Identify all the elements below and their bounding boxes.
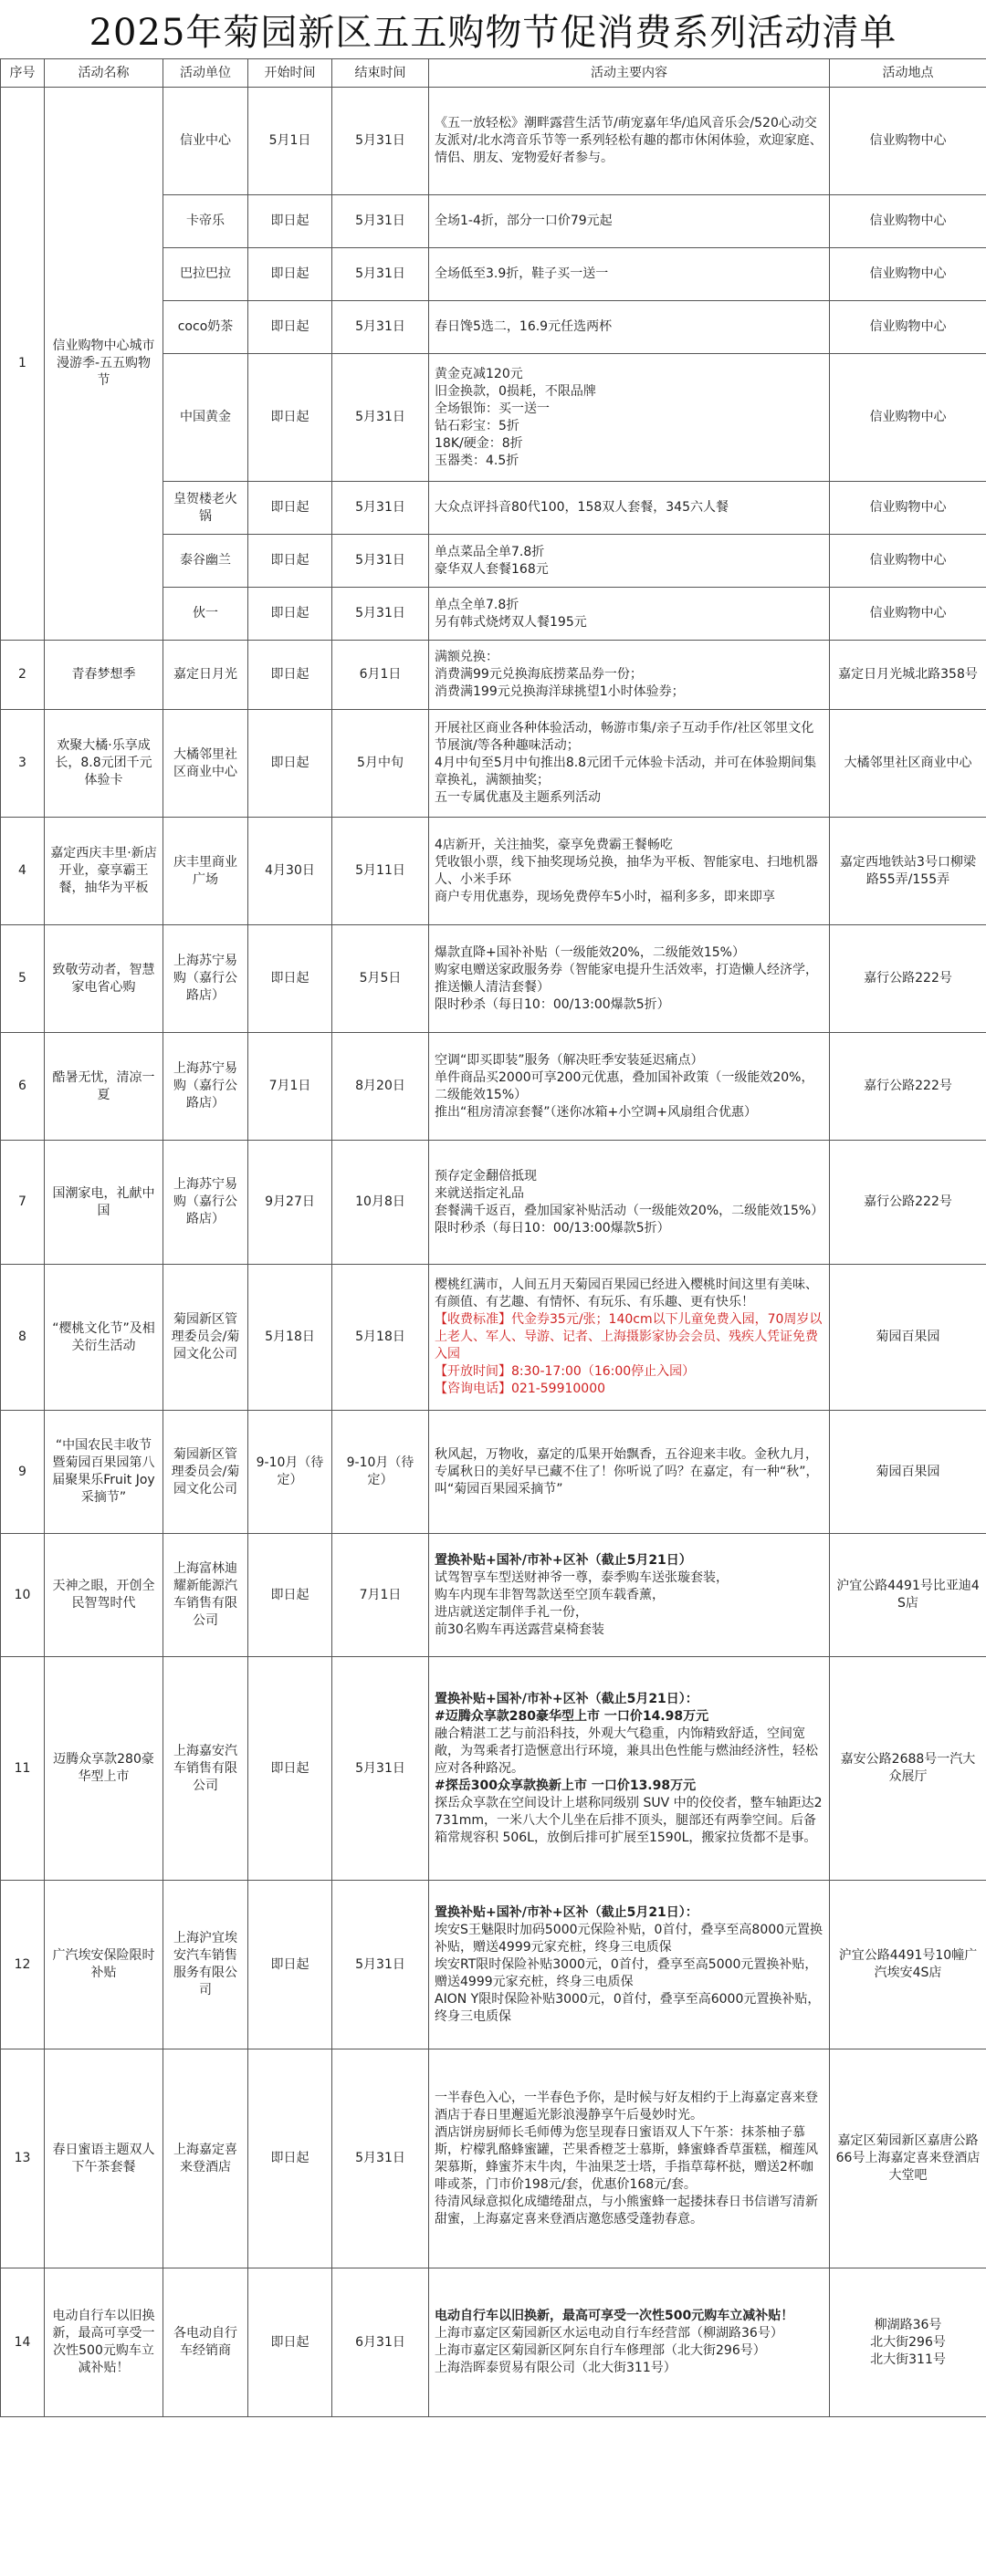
content-line: 玉器类：4.5折 [435, 453, 519, 468]
activity-content [429, 641, 830, 710]
end-time: 5月31日 [332, 1657, 429, 1881]
header-end: 结束时间 [332, 59, 429, 88]
activity-content [429, 1141, 830, 1265]
table-row [1, 1534, 986, 1657]
content-line: 前30名购车再送露营桌椅套装 [435, 1622, 604, 1637]
activity-place: 信业购物中心 [830, 588, 986, 641]
start-time: 5月1日 [248, 88, 332, 195]
row-number: 9 [1, 1411, 45, 1534]
activity-place: 信业购物中心 [830, 195, 986, 248]
content-line: 融合精湛工艺与前沿科技，外观大气稳重，内饰精致舒适，空间宽敞，为驾乘者打造愜意出行环境，兼具出色性能与燃油经济性，轻松应对各种路况。 [435, 1726, 818, 1776]
start-time: 即日起 [248, 482, 332, 535]
content-line: 套餐满千返百，叠加国家补贴活动（一级能效20%，二级能效15%） [435, 1203, 824, 1218]
row-number: 3 [1, 710, 45, 818]
content-line: 春日馋5选二，16.9元任选两杯 [435, 319, 613, 334]
table-row [1, 1265, 986, 1411]
activity-content [429, 710, 830, 818]
content-line: 豪华双人套餐168元 [435, 561, 549, 577]
row-number: 13 [1, 2049, 45, 2268]
header-unit: 活动单位 [163, 59, 248, 88]
start-time: 即日起 [248, 1881, 332, 2049]
start-time: 即日起 [248, 2268, 332, 2417]
activity-place: 信业购物中心 [830, 354, 986, 482]
table-row [1, 925, 986, 1033]
row-number: 8 [1, 1265, 45, 1411]
content-line: 全场银饰：买一送一 [435, 401, 550, 416]
content-line: 商户专用优惠券，现场免费停车5小时，福利多多，即来即享 [435, 889, 775, 904]
row-number: 6 [1, 1033, 45, 1141]
activity-place: 嘉定日月光城北路358号 [830, 641, 986, 710]
content-line: 购家电赠送家政服务券（智能家电提升生活效率，打造懒人经济学，推送懒人清洁套餐） [435, 962, 818, 995]
content-line: 预存定金翻倍抵现 [435, 1168, 537, 1184]
content-line: 黄金克减120元 [435, 366, 523, 381]
content-line: #迈腾众享款280豪华型上市 一口价14.98万元 [435, 1708, 709, 1724]
start-time: 即日起 [248, 1534, 332, 1657]
activity-place: 嘉安公路2688号一汽大众展厅 [830, 1657, 986, 1881]
activity-place: 大橘邻里社区商业中心 [830, 710, 986, 818]
activity-place: 嘉行公路222号 [830, 1033, 986, 1141]
start-time: 即日起 [248, 925, 332, 1033]
content-line: 【开放时间】8:30-17:00（16:00停止入园） [435, 1364, 696, 1379]
content-line: 4月中旬至5月中旬推出8.8元团千元体验卡活动，并可在体验期间集章换礼，满额抽奖； [435, 756, 817, 787]
activity-place: 信业购物中心 [830, 482, 986, 535]
content-line: 酒店饼房厨师长毛师傅为您呈现春日蜜语双人下午茶：抹茶柚子慕斯，柠檬乳酪蜂蜜罐，芒果香橙芝士慕斯，蜂蜜蜂香草蛋糕，榴莲风架慕斯，蜂蜜芥末牛肉，牛油果芝士塔，手指草莓杯挞，赠送2杯咖啡或茶，门市价198元/套，优惠价168元/套。 [435, 2124, 818, 2192]
header-content: 活动主要内容 [429, 59, 830, 88]
activity-unit: 庆丰里商业广场 [163, 818, 248, 925]
content-line: 一半春色入心，一半春色予你，是时候与好友相约于上海嘉定喜来登酒店于春日里邂逅光影浪漫静享午后曼妙时光。 [435, 2090, 818, 2122]
activity-place: 沪宜公路4491号10幢广汽埃安4S店 [830, 1881, 986, 2049]
content-line: 待清风绿意拟化成缱绻甜点，与小熊蜜蜂一起搂抹春日书信谱写清新甜蜜，上海嘉定喜来登酒店邀您感受蓬勃春意。 [435, 2194, 818, 2227]
content-line: 【收费标准】代金券35元/张；140cm以下儿童免费入园，70周岁以上老人、军人、导游、记者、上海摄影家协会会员、残疾人凭证免费入园 [435, 1312, 823, 1361]
start-time: 即日起 [248, 710, 332, 818]
content-line: 满额兑换： [435, 650, 498, 664]
start-time: 即日起 [248, 195, 332, 248]
content-line: 单点菜品全单7.8折 [435, 544, 545, 559]
activity-name: 信业购物中心城市漫游季-五五购物节 [45, 88, 163, 641]
start-time: 即日起 [248, 535, 332, 588]
start-time: 即日起 [248, 354, 332, 482]
content-line: 《五一放轻松》潮畔露营生活节/萌宠嘉年华/追风音乐会/520心动交友派对/北水湾音乐节等一系列轻松有趣的都市休闲体验，欢迎家庭、情侣、朋友、宠物爱好者参与。 [435, 116, 823, 165]
start-time: 7月1日 [248, 1033, 332, 1141]
end-time: 5月31日 [332, 248, 429, 301]
end-time: 5月31日 [332, 588, 429, 641]
end-time: 10月8日 [332, 1141, 429, 1265]
end-time: 5月31日 [332, 195, 429, 248]
content-line: 消费满199元兑换海洋球挑望1小时体验券； [435, 684, 685, 699]
activity-place: 菊园百果园 [830, 1265, 986, 1411]
row-number: 5 [1, 925, 45, 1033]
start-time: 9-10月（待定） [248, 1411, 332, 1534]
content-line: 埃安RT限时保险补贴3000元，0首付，叠享至高5000元置换补贴，赠送4999元家充桩，终身三电质保 [435, 1956, 818, 1989]
activity-unit: 上海苏宁易购（嘉行公路店） [163, 1033, 248, 1141]
activity-content [429, 588, 830, 641]
row-number: 12 [1, 1881, 45, 2049]
header-no: 序号 [1, 59, 45, 88]
activity-unit: 信业中心 [163, 88, 248, 195]
start-time: 即日起 [248, 301, 332, 354]
activity-unit: 菊园新区管理委员会/菊园文化公司 [163, 1265, 248, 1411]
activity-unit: 大橘邻里社区商业中心 [163, 710, 248, 818]
content-line: 全场1-4折，部分一口价79元起 [435, 214, 613, 228]
content-line: 秋风起，万物收，嘉定的瓜果开始飘香，五谷迎来丰收。金秋九月，专属秋日的美好早已藏不住了！你听说了吗？在嘉定，有一种“秋”，叫“菊园百果园采摘节” [435, 1446, 819, 1497]
content-line: 【咨询电话】021-59910000 [435, 1382, 606, 1396]
activity-unit: 上海嘉安汽车销售有限公司 [163, 1657, 248, 1881]
end-time: 6月1日 [332, 641, 429, 710]
activity-content [429, 1411, 830, 1534]
table-row [1, 1657, 986, 1881]
start-time: 即日起 [248, 588, 332, 641]
content-line: 埃安S王魅限时加码5000元保险补贴，0首付，叠享至高8000元置换补贴，赠送4999元家充桩，终身三电质保 [435, 1922, 823, 1955]
header-place: 活动地点 [830, 59, 986, 88]
activity-place: 嘉行公路222号 [830, 1141, 986, 1265]
table-row [1, 2268, 986, 2417]
content-line: 进店就送定制伴手礼一份， [435, 1604, 588, 1620]
activity-content [429, 2049, 830, 2268]
activity-content [429, 354, 830, 482]
end-time: 5月11日 [332, 818, 429, 925]
content-line: #探岳300众享款换新上市 一口价13.98万元 [435, 1778, 697, 1793]
activity-place: 沪宜公路4491号比亚迪4S店 [830, 1534, 986, 1657]
content-line: 限时秒杀（每日10：00/13:00爆款5折） [435, 996, 670, 1012]
activity-name: “樱桃文化节”及相关衍生活动 [45, 1265, 163, 1411]
content-line: 试驾智享车型送财神爷一尊，泰季购车送张璇套装， [435, 1570, 729, 1585]
content-line: 爆款直降+国补补贴（一级能效20%，二级能效15%） [435, 944, 745, 960]
activity-content [429, 1534, 830, 1657]
start-time: 即日起 [248, 641, 332, 710]
end-time: 5月31日 [332, 354, 429, 482]
content-line: 大众点评抖音80代100，158双人套餐，345六人餐 [435, 500, 729, 515]
activity-content [429, 2268, 830, 2417]
activity-content [429, 301, 830, 354]
content-line: 樱桃红满市，人间五月天菊园百果园已经进入樱桃时间这里有美味、有颜值、有艺趣、有情怀、有玩乐、有乐趣、更有快乐！ [435, 1278, 818, 1309]
content-line: 另有韩式烧烤双人餐195元 [435, 614, 587, 630]
content-line: 空调“即买即装”服务（解决旺季安装延迟痛点） [435, 1052, 704, 1068]
table-body [1, 88, 986, 2417]
activity-name: 春日蜜语主题双人下午茶套餐 [45, 2049, 163, 2268]
activity-name: 欢聚大橘·乐享成长，8.8元团千元体验卡 [45, 710, 163, 818]
content-line: 单点全单7.8折 [435, 597, 519, 612]
activity-place: 嘉行公路222号 [830, 925, 986, 1033]
end-time: 5月18日 [332, 1265, 429, 1411]
row-number: 4 [1, 818, 45, 925]
row-number: 2 [1, 641, 45, 710]
activity-table [0, 58, 986, 2417]
activity-content [429, 925, 830, 1033]
content-line: 全场低至3.9折，鞋子买一送一 [435, 266, 609, 281]
activity-content [429, 818, 830, 925]
content-line: 开展社区商业各种体验活动，畅游市集/亲子互动手作/社区邻里文化节展演/等各种趣味活动； [435, 721, 814, 753]
activity-name: 电动自行车以旧换新，最高可享受一次性500元购车立减补贴！ [45, 2268, 163, 2417]
activity-place: 信业购物中心 [830, 535, 986, 588]
activity-name: 嘉定西庆丰里·新店开业，豪享霸王餐，抽华为平板 [45, 818, 163, 925]
activity-place: 嘉定区菊园新区嘉唐公路66号上海嘉定喜来登酒店大堂吧 [830, 2049, 986, 2268]
content-line: 凭收银小票，线下抽奖现场兑换，抽华为平板、智能家电、扫地机器人、小米手环 [435, 854, 818, 887]
table-row [1, 1881, 986, 2049]
content-line: 钻石彩宝：5折 [435, 418, 519, 433]
activity-name: 青春梦想季 [45, 641, 163, 710]
activity-content [429, 1033, 830, 1141]
content-line: 4店新开，关注抽奖，豪享免费霸王餐畅吃 [435, 837, 673, 852]
content-line: 探岳众享款在空间设计上堪称同级别 SUV 中的佼佼者，整车轴距达2731mm，一米八大个儿坐在后排不顶头，腿部还有两拳空间。后备箱常规容积 506L，放倒后排可扩展至1590L，搬家拉货都不是事。 [435, 1795, 823, 1845]
start-time: 5月18日 [248, 1265, 332, 1411]
end-time: 9-10月（待定） [332, 1411, 429, 1534]
content-line: 来就送指定礼品 [435, 1185, 524, 1201]
activity-content [429, 1657, 830, 1881]
activity-content [429, 535, 830, 588]
start-time: 9月27日 [248, 1141, 332, 1265]
activity-place: 嘉定西地铁站3号口柳梁路55弄/155弄 [830, 818, 986, 925]
activity-content [429, 1265, 830, 1411]
start-time: 即日起 [248, 1657, 332, 1881]
page-title: 2025年菊园新区五五购物节促消费系列活动清单 [89, 11, 897, 54]
activity-name: 广汽埃安保险限时补贴 [45, 1881, 163, 2049]
start-time: 即日起 [248, 248, 332, 301]
content-line: 旧金换款，0损耗，不限品牌 [435, 383, 596, 399]
content-line: 五一专属优惠及主题系列活动 [435, 790, 601, 805]
content-line: 推出“租房清凉套餐”（迷你冰箱+小空调+风扇组合优惠） [435, 1104, 757, 1120]
activity-content [429, 88, 830, 195]
header-start: 开始时间 [248, 59, 332, 88]
activity-name: 致敬劳动者，智慧家电省心购 [45, 925, 163, 1033]
activity-name: 国潮家电，礼献中国 [45, 1141, 163, 1265]
start-time: 即日起 [248, 2049, 332, 2268]
activity-name: 酷暑无忧，清凉一夏 [45, 1033, 163, 1141]
content-line: 上海浩晖泰贸易有限公司（北大街311号） [435, 2361, 677, 2375]
end-time: 5月31日 [332, 535, 429, 588]
end-time: 5月5日 [332, 925, 429, 1033]
row-number: 10 [1, 1534, 45, 1657]
table-row [1, 818, 986, 925]
activity-unit: 各电动自行车经销商 [163, 2268, 248, 2417]
content-line: 18K/硬金：8折 [435, 435, 523, 451]
activity-name: 迈腾众享款280豪华型上市 [45, 1657, 163, 1881]
end-time: 5月31日 [332, 1881, 429, 2049]
activity-content [429, 195, 830, 248]
table-header-row [1, 59, 986, 88]
activity-unit: 菊园新区管理委员会/菊园文化公司 [163, 1411, 248, 1534]
activity-unit: 上海沪宜埃安汽车销售服务有限公司 [163, 1881, 248, 2049]
table-row [1, 88, 986, 195]
activity-unit: 嘉定日月光 [163, 641, 248, 710]
row-number: 14 [1, 2268, 45, 2417]
content-line: 上海市嘉定区菊园新区阿东自行车修理部（北大街296号） [435, 2343, 766, 2358]
content-line: 消费满99元兑换海底捞菜品券一份； [435, 667, 643, 682]
end-time: 5月31日 [332, 88, 429, 195]
activity-content [429, 482, 830, 535]
start-time: 4月30日 [248, 818, 332, 925]
content-line: 单件商品买2000可享200元优惠，叠加国补政策（一级能效20%，二级能效15%） [435, 1069, 814, 1102]
end-time: 6月31日 [332, 2268, 429, 2417]
activity-unit: 皇贺楼老火锅 [163, 482, 248, 535]
activity-content [429, 248, 830, 301]
content-line: 购车内现车非智驾款送至空顶车载香薰， [435, 1587, 665, 1602]
content-line: 电动自行车以旧换新，最高可享受一次性500元购车立减补贴！ [435, 2309, 794, 2323]
end-time: 5月31日 [332, 2049, 429, 2268]
activity-place: 信业购物中心 [830, 88, 986, 195]
activity-place: 菊园百果园 [830, 1411, 986, 1534]
activity-unit: 巴拉巴拉 [163, 248, 248, 301]
activity-unit: 上海苏宁易购（嘉行公路店） [163, 1141, 248, 1265]
table-row [1, 1411, 986, 1534]
activity-unit: 伙一 [163, 588, 248, 641]
end-time: 5月31日 [332, 301, 429, 354]
activity-unit: 泰谷幽兰 [163, 535, 248, 588]
content-line: 置换补贴+国补/市补+区补（截止5月21日） [435, 1552, 692, 1568]
end-time: 5月31日 [332, 482, 429, 535]
end-time: 7月1日 [332, 1534, 429, 1657]
content-line: 置换补贴+国补/市补+区补（截止5月21日）： [435, 1904, 698, 1920]
activity-place: 信业购物中心 [830, 248, 986, 301]
content-line: AION Y限时保险补贴3000元，0首付，叠享至高6000元置换补贴，终身三电质保 [435, 1991, 821, 2024]
activity-unit: 中国黄金 [163, 354, 248, 482]
table-row [1, 1141, 986, 1265]
activity-unit: 上海嘉定喜来登酒店 [163, 2049, 248, 2268]
activity-unit: 卡帝乐 [163, 195, 248, 248]
table-row [1, 710, 986, 818]
row-number: 7 [1, 1141, 45, 1265]
header-name: 活动名称 [45, 59, 163, 88]
activity-unit: coco奶茶 [163, 301, 248, 354]
activity-content [429, 1881, 830, 2049]
activity-place: 信业购物中心 [830, 301, 986, 354]
content-line: 限时秒杀（每日10：00/13:00爆款5折） [435, 1220, 670, 1236]
content-line: 置换补贴+国补/市补+区补（截止5月21日）： [435, 1691, 698, 1706]
activity-name: 天神之眼，开创全民智驾时代 [45, 1534, 163, 1657]
table-row [1, 641, 986, 710]
content-line: 上海市嘉定区菊园新区水运电动自行车经营部（柳湖路36号） [435, 2326, 783, 2341]
activity-name: “中国农民丰收节暨菊园百果园第八届聚果乐Fruit Joy采摘节” [45, 1411, 163, 1534]
row-number: 11 [1, 1657, 45, 1881]
table-row [1, 2049, 986, 2268]
activity-unit: 上海富林迪耀新能源汽车销售有限公司 [163, 1534, 248, 1657]
activity-unit: 上海苏宁易购（嘉行公路店） [163, 925, 248, 1033]
end-time: 8月20日 [332, 1033, 429, 1141]
row-number: 1 [1, 88, 45, 641]
activity-place: 柳湖路36号 北大街296号 北大街311号 [830, 2268, 986, 2417]
table-row [1, 1033, 986, 1141]
end-time: 5月中旬 [332, 710, 429, 818]
